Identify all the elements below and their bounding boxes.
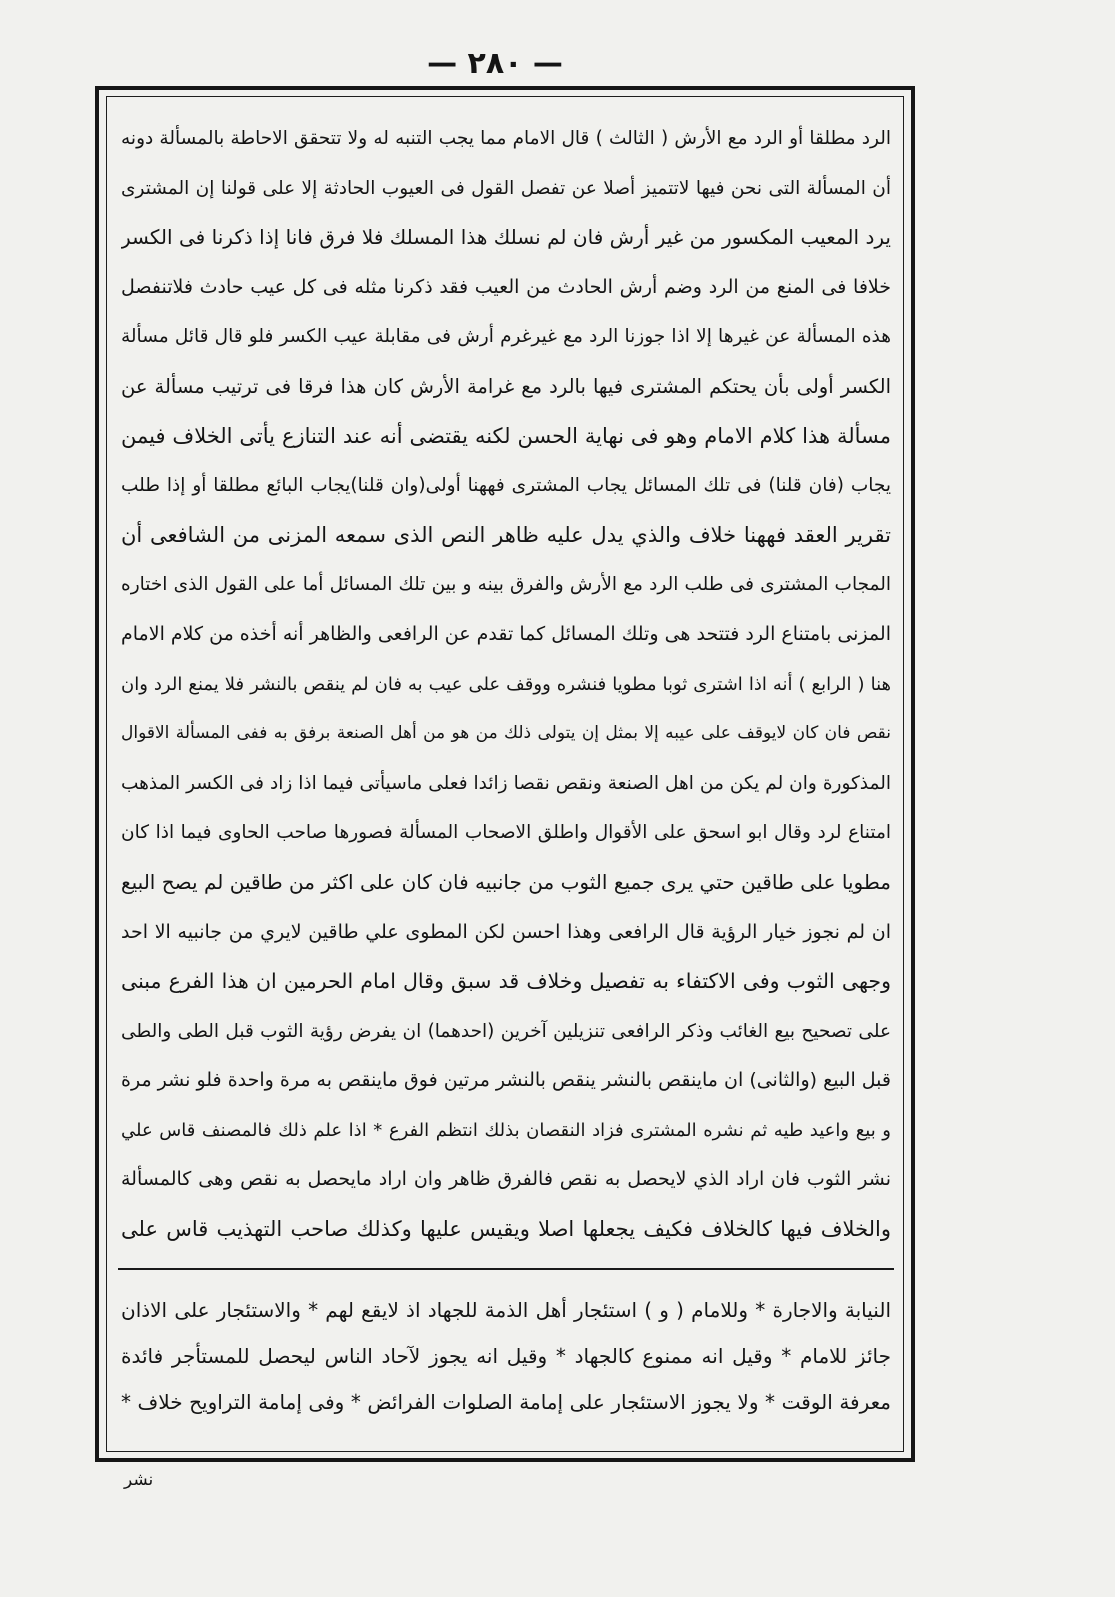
footnote-line: النيابة والاجارة * وللامام ( و ) استئجار أهل الذمة للجهاد اذ لايقع لهم * والاستئجار على الاذان bbox=[121, 1298, 891, 1322]
body-line: مسألة هذا كلام الامام وهو فى نهاية الحسن لكنه يقتضى أنه عند التنازع يأتى الخلاف فيمن bbox=[121, 423, 891, 448]
body-line: قبل البيع (والثانى) ان ماينقص بالنشر ينقص بالنشر مرتين فوق ماينقص به مرة واحدة فلو نشر مرة bbox=[121, 1069, 891, 1092]
page-number: — ٢٨٠ — bbox=[427, 46, 563, 81]
body-line: والخلاف فيها كالخلاف فكيف يجعلها اصلا ويقيس عليها وكذلك صاحب التهذيب قاس على bbox=[121, 1217, 891, 1242]
body-line: أن المسألة التى نحن فيها لاتتميز أصلا عن تفصل القول فى العيوب الحادثة إلا على قولنا إن المشترى bbox=[121, 177, 891, 199]
body-line: المذكورة وان لم يكن من اهل الصنعة ونقص نقصا زائدا فعلى ماسيأتى فيما اذا زاد فى الكسر المذهب bbox=[121, 772, 891, 794]
body-line: هنا ( الرابع ) أنه اذا اشترى ثوبا مطويا فنشره ووقف على عيب به فان لم ينقص بالنشر فلا يمنع الرد وان bbox=[121, 673, 891, 695]
body-line: نشر الثوب فان اراد الذي لايحصل به نقص فالفرق ظاهر وان اراد مايحصل به نقص وهى كالمسألة bbox=[121, 1168, 891, 1191]
body-line: ان لم نجوز خيار الرؤية قال الرافعى وهذا احسن لكن المطوى علي طاقين لايري من جانبيه الا احد bbox=[121, 920, 891, 943]
body-line: نقص فان كان لايوقف على عيبه إلا بمثل إن يتولى ذلك من هو من أهل الصنعة برفق به ففى المسألة الاقوال bbox=[121, 723, 891, 744]
body-line: يرد المعيب المكسور من غير أرش فان لم نسلك هذا المسلك فلا فرق فانا إذا ذكرنا فى الكسر bbox=[121, 225, 891, 250]
body-line: المجاب المشترى فى طلب الرد مع الأرش والفرق بينه و بين تلك المسائل أما على القول الذى اختاره bbox=[121, 574, 891, 596]
body-line: وجهى الثوب وفى الاكتفاء به تفصيل وخلاف قد سبق وقال امام الحرمين ان هذا الفرع مبنى bbox=[121, 969, 891, 994]
body-line: على تصحيح بيع الغائب وذكر الرافعى تنزيلين آخرين (احدهما) ان يفرض رؤية الثوب قبل الطى والطى bbox=[121, 1020, 891, 1042]
body-line: هذه المسألة عن غيرها إلا اذا جوزنا الرد مع غيرغرم أرش فى مقابلة عيب الكسر فلو قال قائل مسألة bbox=[121, 326, 891, 348]
catchword: نشر bbox=[124, 1470, 154, 1490]
body-line: الرد مطلقا أو الرد مع الأرش ( الثالث ) قال الامام مما يجب التنبه له ولا تتحقق الاحاطة بالمسألة دونه bbox=[121, 128, 891, 149]
footnote-divider bbox=[118, 1268, 894, 1270]
main-text bbox=[121, 114, 891, 1255]
body-line: الكسر أولى بأن يحتكم المشترى فيها بالرد مع غرامة الأرش كان هذا فرقا فى ترتيب مسألة عن bbox=[121, 374, 891, 398]
footnote-line: معرفة الوقت * ولا يجوز الاستئجار على إمامة الصلوات الفرائض * وفى إمامة التراويح خلاف * bbox=[121, 1390, 891, 1414]
body-line: مطويا على طاقين حتي يرى جميع الثوب من جانبيه فان كان على اكثر من طاقين لم يصح البيع bbox=[121, 869, 891, 894]
body-line: يجاب (فان قلنا) فى تلك المسائل يجاب المشترى فههنا أولى(وان قلنا)يجاب البائع مطلقا أو إذا طلب bbox=[121, 475, 891, 497]
body-line: امتناع لرد وقال ابو اسحق على الأقوال واطلق الاصحاب المسألة فصورها صاحب الحاوى فيما اذا كان bbox=[121, 822, 891, 844]
footnote-line: جائز للامام * وقيل انه ممنوع كالجهاد * وقيل انه يجوز لآحاد الناس ليحصل للمستأجر فائدة bbox=[121, 1344, 891, 1368]
body-line: المزنى بامتناع الرد فتتحد هى وتلك المسائل كما تقدم عن الرافعى والظاهر أنه أخذه من كلام الامام bbox=[121, 622, 891, 645]
body-line: خلافا فى المنع من الرد وضم أرش الحادث من العيب فقد ذكرنا مثله فى كل عيب حادث فلاتنفصل bbox=[121, 275, 891, 298]
body-line: تقرير العقد فههنا خلاف والذي يدل عليه ظاهر النص الذى سمعه المزنى من الشافعى أن bbox=[121, 522, 891, 547]
footnotes bbox=[121, 1287, 891, 1425]
body-line: و بيع واعيد طيه ثم نشره المشترى فزاد النقصان بذلك انتظم الفرع * اذا علم ذلك فالمصنف قاس علي bbox=[121, 1119, 891, 1141]
